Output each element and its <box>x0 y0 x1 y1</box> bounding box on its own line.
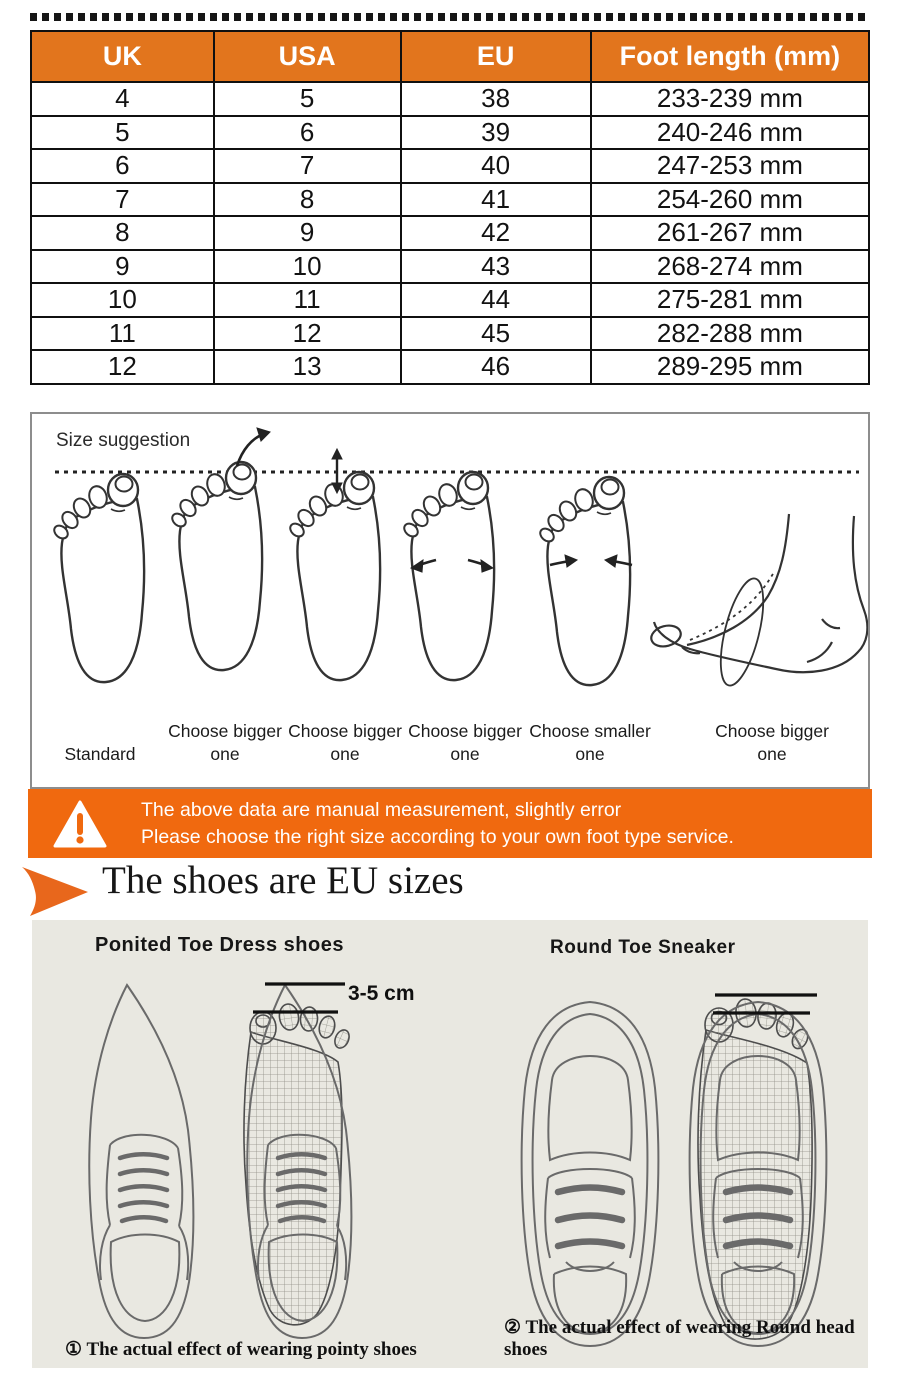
table-cell: 39 <box>401 116 591 150</box>
foot-advice-label: Choose bigger one <box>715 721 829 764</box>
table-cell: 7 <box>214 149 401 183</box>
table-cell: 4 <box>31 82 214 116</box>
table-cell: 8 <box>214 183 401 217</box>
table-row <box>31 283 869 317</box>
table-cell: 6 <box>31 149 214 183</box>
foot-narrow <box>538 477 630 685</box>
table-cell: 5 <box>31 116 214 150</box>
table-cell: 7 <box>31 183 214 217</box>
warning-text <box>141 797 734 851</box>
table-cell: 9 <box>31 250 214 284</box>
foot-standard <box>52 474 144 682</box>
dress-shoe-drawing <box>89 985 193 1338</box>
table-row <box>31 82 869 116</box>
foot-advice-label: Choose bigger one <box>288 721 402 764</box>
table-cell: 5 <box>214 82 401 116</box>
table-cell: 233-239 mm <box>591 82 869 116</box>
foot-wide <box>402 472 494 680</box>
table-cell: 261-267 mm <box>591 216 869 250</box>
table-header-row <box>31 31 869 82</box>
eu-sizes-heading: The shoes are EU sizes <box>102 859 464 902</box>
table-cell: 10 <box>31 283 214 317</box>
warning-triangle-icon <box>53 799 107 849</box>
table-cell: 247-253 mm <box>591 149 869 183</box>
table-row <box>31 317 869 351</box>
foot-advice-labels <box>32 717 868 765</box>
table-row <box>31 250 869 284</box>
table-cell: 40 <box>401 149 591 183</box>
column-header: EU <box>401 31 591 82</box>
table-cell: 12 <box>31 350 214 384</box>
foot-advice-label: Choose bigger one <box>168 721 282 764</box>
table-row <box>31 116 869 150</box>
size-conversion-table <box>30 30 870 385</box>
table-cell: 46 <box>401 350 591 384</box>
foot-long-toe <box>170 462 262 670</box>
warning-banner <box>28 789 872 858</box>
sneaker-title: Round Toe Sneaker <box>550 937 736 958</box>
table-cell: 8 <box>31 216 214 250</box>
table-row <box>31 183 869 217</box>
table-row <box>31 216 869 250</box>
table-row <box>31 350 869 384</box>
foot-second-toe-long <box>288 472 380 680</box>
table-cell: 6 <box>214 116 401 150</box>
warning-line-1: The above data are manual measurement, slightly error <box>141 798 622 821</box>
table-cell: 10 <box>214 250 401 284</box>
table-cell: 45 <box>401 317 591 351</box>
arrow-over-line <box>237 428 270 466</box>
pointy-shoes-caption: ① The actual effect of wearing pointy shoes <box>65 1339 417 1360</box>
side-foot-measure-drawing <box>649 514 867 689</box>
round-shoes-caption: ② The actual effect of wearing Round head shoes <box>504 1317 855 1360</box>
shoe-comparison-panel <box>32 920 868 1368</box>
shoe-drawings <box>32 920 868 1368</box>
column-header: UK <box>31 31 214 82</box>
size-suggestion-title: Size suggestion <box>56 430 191 451</box>
table-cell: 9 <box>214 216 401 250</box>
orange-arrow-icon <box>20 866 92 918</box>
table-cell: 275-281 mm <box>591 283 869 317</box>
table-row <box>31 149 869 183</box>
table-cell: 42 <box>401 216 591 250</box>
column-header: Foot length (mm) <box>591 31 869 82</box>
size-suggestion-section <box>30 412 870 789</box>
sneaker-drawing <box>522 1002 659 1346</box>
table-cell: 13 <box>214 350 401 384</box>
foot-advice-label: Standard <box>64 743 136 764</box>
warning-line-2: Please choose the right size according to your own foot type service. <box>141 825 734 848</box>
table-cell: 38 <box>401 82 591 116</box>
dashed-divider <box>30 13 870 21</box>
table-cell: 12 <box>214 317 401 351</box>
table-cell: 282-288 mm <box>591 317 869 351</box>
table-cell: 254-260 mm <box>591 183 869 217</box>
table-cell: 240-246 mm <box>591 116 869 150</box>
column-header: USA <box>214 31 401 82</box>
foot-advice-label: Choose bigger one <box>408 721 522 764</box>
table-cell: 43 <box>401 250 591 284</box>
table-cell: 289-295 mm <box>591 350 869 384</box>
table-cell: 44 <box>401 283 591 317</box>
dress-shoe-title: Ponited Toe Dress shoes <box>95 934 344 956</box>
table-cell: 11 <box>31 317 214 351</box>
measure-arrow <box>332 449 342 493</box>
table-cell: 41 <box>401 183 591 217</box>
toe-gap-label: 3-5 cm <box>348 982 415 1005</box>
foot-advice-label: Choose smaller one <box>529 721 651 764</box>
table-cell: 268-274 mm <box>591 250 869 284</box>
table-cell: 11 <box>214 283 401 317</box>
